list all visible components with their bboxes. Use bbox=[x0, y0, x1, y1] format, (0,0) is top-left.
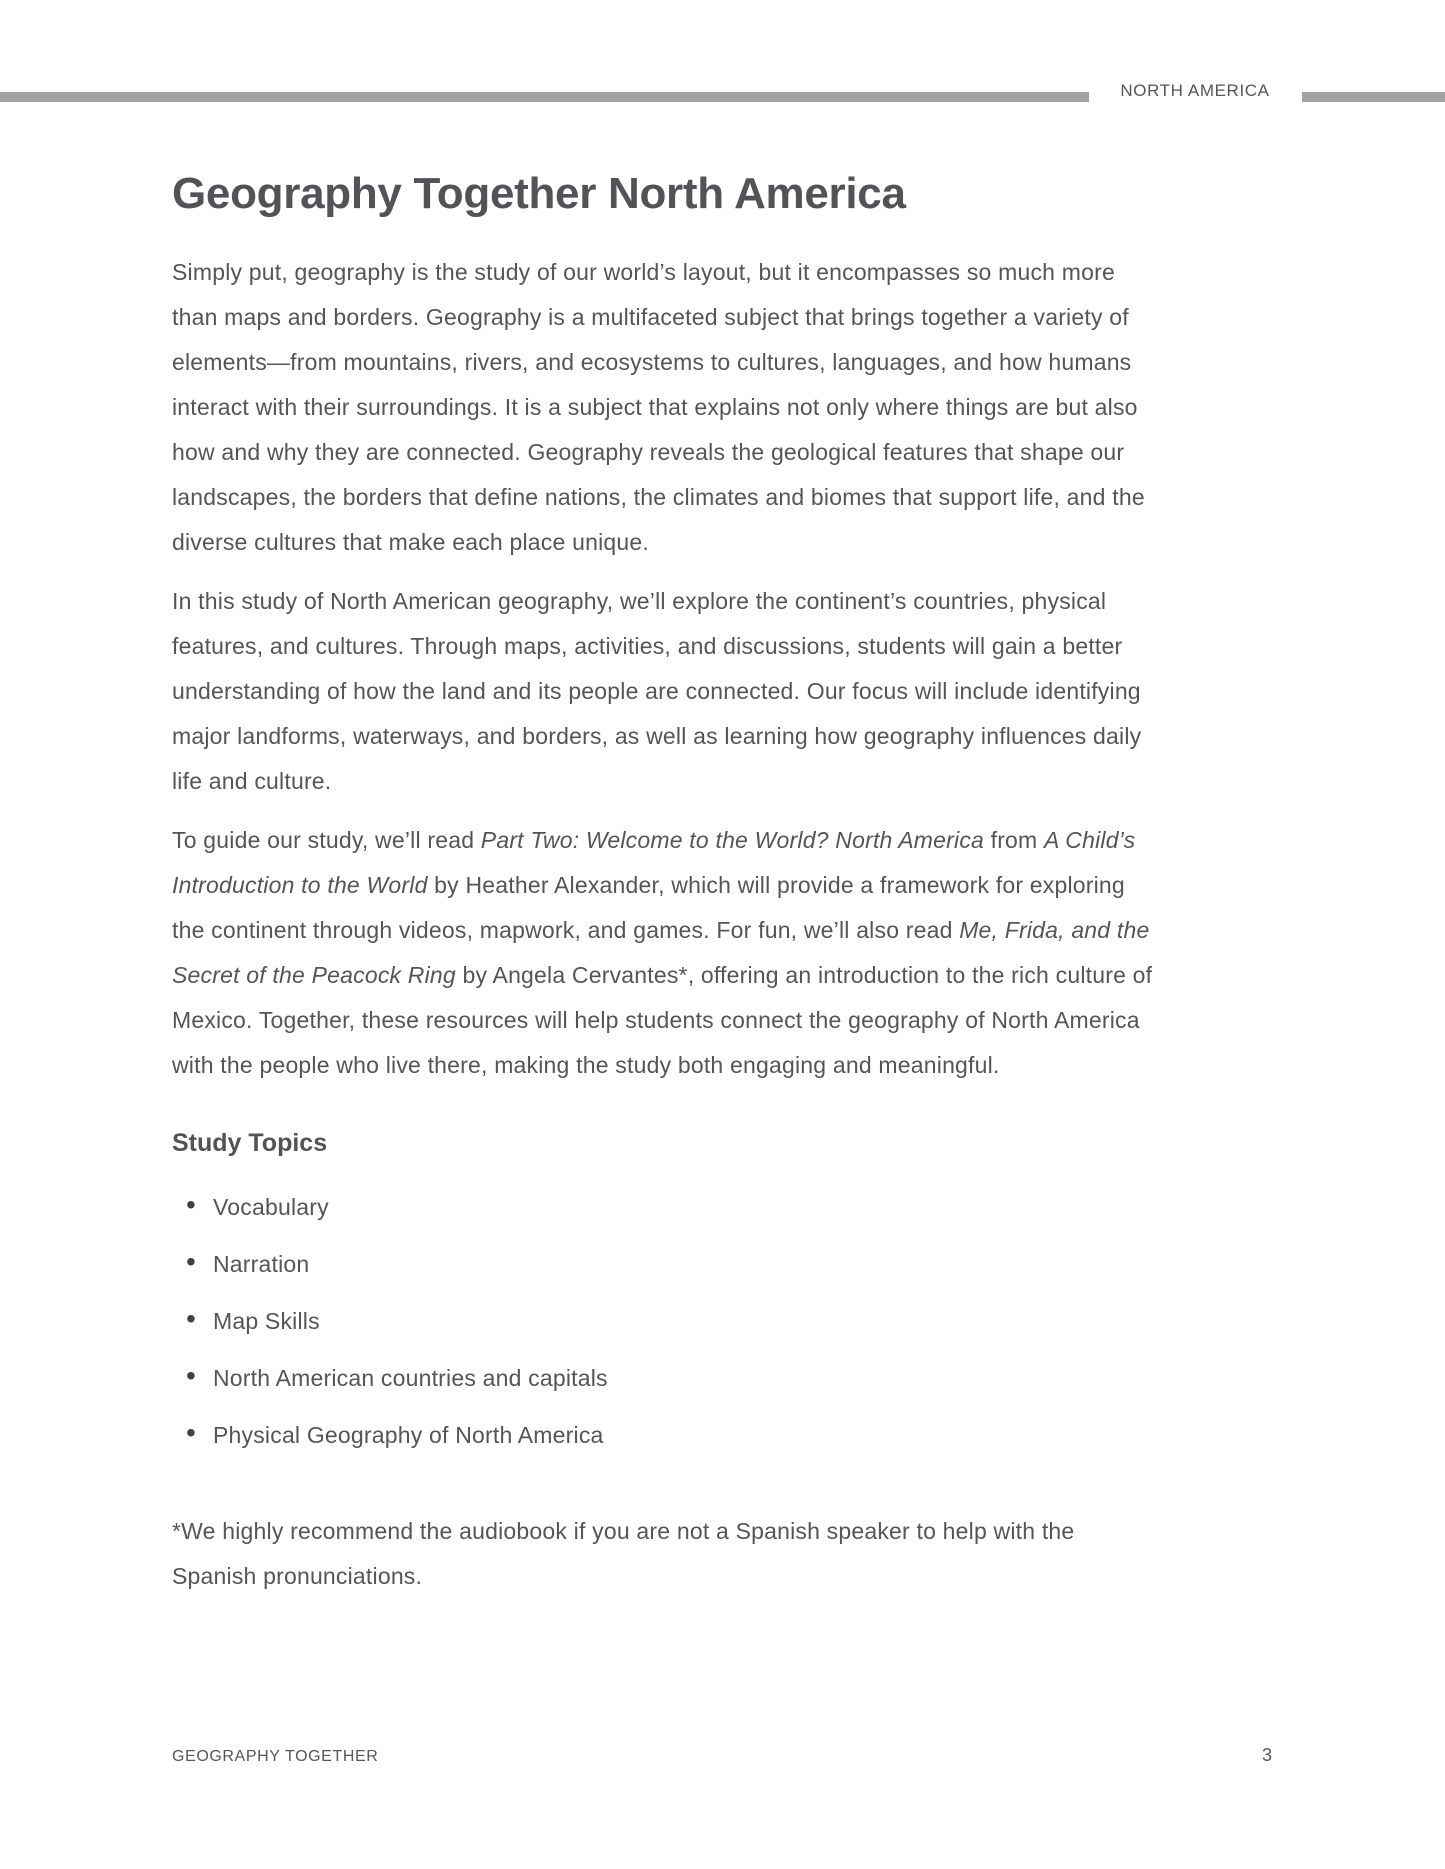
list-item: • Narration bbox=[172, 1249, 1272, 1279]
list-item: • Map Skills bbox=[172, 1306, 1272, 1336]
header-rule-left bbox=[0, 92, 1089, 102]
page-number: 3 bbox=[1261, 1745, 1272, 1765]
body-paragraph: In this study of North American geography, we’ll explore the continent’s countries, physical features, and cultures. Through maps, activities, and discussions, students will gain a better understanding of how the land and its people are connected. Our focus will include identifying major landforms, waterways, and borders, as well as learning how geography influences daily life and culture. bbox=[172, 588, 1142, 794]
list-item: • Vocabulary bbox=[172, 1192, 1272, 1222]
document-body bbox=[172, 170, 1272, 1599]
body-paragraph: To guide our study, we’ll read Part Two: Welcome to the World? North America from A Child’s Introduction to the World by Heather Alexander, which will provide a framework for exploring the continent through videos, mapwork, and games. For fun, we’ll also read Me, Frida, and the Secret of the Peacock Ring by Angela Cervantes*, offering an introduction to the rich culture of Mexico. Together, these resources will help students connect the geography of North America with the people who live there, making the study both engaging and meaningful. bbox=[172, 827, 1153, 1078]
page-title: Geography Together North America bbox=[172, 169, 906, 218]
header-section-label: NORTH AMERICA bbox=[1120, 81, 1270, 100]
study-topics-heading: Study Topics bbox=[172, 1129, 328, 1157]
paragraphs bbox=[172, 250, 1272, 1088]
list-item: • Physical Geography of North America bbox=[172, 1420, 1272, 1450]
header-rule-right bbox=[1302, 92, 1445, 102]
body-paragraph: Simply put, geography is the study of our world’s layout, but it encompasses so much more than maps and borders. Geography is a multifaceted subject that brings together a variety of elements—from mountains, rivers, and ecosystems to cultures, languages, and how humans interact with their surroundings. It is a subject that explains not only where things are but also how and why they are connected. Geography reveals the geological features that shape our landscapes, the borders that define nations, the climates and biomes that support life, and the diverse cultures that make each place unique. bbox=[172, 259, 1145, 555]
footer bbox=[172, 1745, 1272, 1766]
study-topics-list bbox=[172, 1192, 1272, 1450]
footer-brand: GEOGRAPHY TOGETHER bbox=[172, 1748, 379, 1765]
list-item: • North American countries and capitals bbox=[172, 1363, 1272, 1393]
footnote: *We highly recommend the audiobook if you are not a Spanish speaker to help with the Spanish pronunciations. bbox=[172, 1518, 1075, 1589]
